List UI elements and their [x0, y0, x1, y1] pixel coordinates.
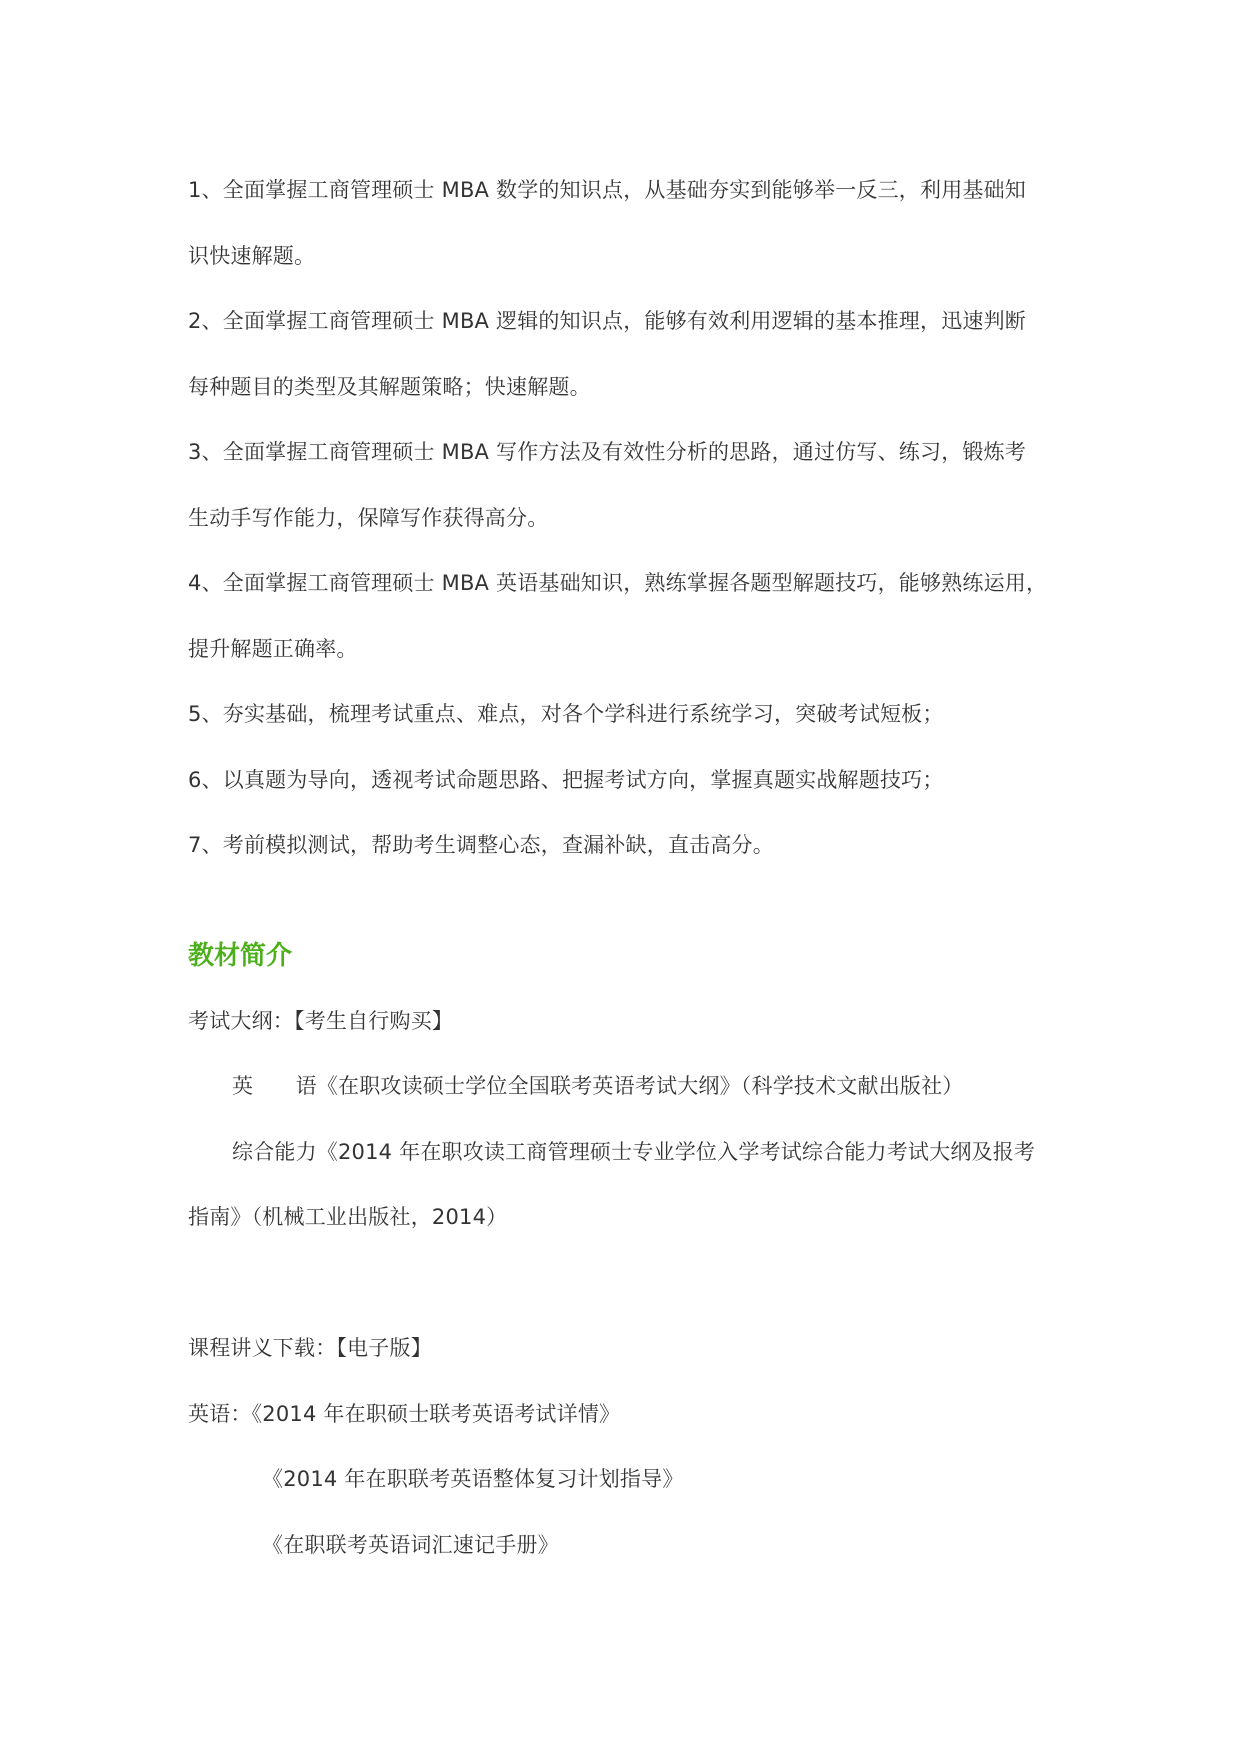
objective-line: 5、夯实基础，梳理考试重点、难点，对各个学科进行系统学习，突破考试短板； [188, 702, 944, 726]
syllabus-english: 英 语《在职攻读硕士学位全国联考英语考试大纲》（科学技术文献出版社） [232, 1074, 964, 1098]
handout-english-first: 英语：《2014 年在职硕士联考英语考试详情》 [188, 1401, 621, 1426]
objective-line: 6、以真题为导向，透视考试命题思路、把握考试方向，掌握真题实战解题技巧； [188, 767, 944, 792]
objective-line: 4、全面掌握工商管理硕士 MBA 英语基础知识，熟练掌握各题型解题技巧，能够熟练运用， [188, 571, 1048, 595]
handouts-section [188, 1316, 1068, 1578]
objective-line: 1、全面掌握工商管理硕士 MBA 数学的知识点，从基础夯实到能够举一反三，利用基础知 [188, 178, 1026, 202]
handouts-title: 课程讲义下载：【电子版】 [188, 1336, 432, 1360]
objective-line: 每种题目的类型及其解题策略；快速解题。 [188, 374, 591, 399]
section-heading: 教材简介 [188, 940, 293, 971]
handout-english-second: 《2014 年在职联考英语整体复习计划指导》 [262, 1467, 684, 1491]
syllabus-comprehensive-line2: 指南》（机械工业出版社，2014） [188, 1205, 508, 1229]
blank-line [188, 1251, 1068, 1317]
syllabus-section [188, 989, 1068, 1251]
objective-line: 2、全面掌握工商管理硕士 MBA 逻辑的知识点，能够有效利用逻辑的基本推理，迅速判断 [188, 309, 1026, 333]
objective-line: 识快速解题。 [188, 243, 316, 268]
objectives-list [188, 158, 1068, 879]
objective-line: 7、考前模拟测试，帮助考生调整心态，查漏补缺，直击高分。 [188, 833, 774, 857]
syllabus-title: 考试大纲：【考生自行购买】 [188, 1008, 454, 1033]
syllabus-comprehensive-line1: 综合能力《2014 年在职攻读工商管理硕士专业学位入学考试综合能力考试大纲及报考 [232, 1139, 1036, 1164]
handout-english-third: 《在职联考英语词汇速记手册》 [262, 1532, 559, 1557]
document-page [188, 158, 1068, 1578]
objective-line: 提升解题正确率。 [188, 636, 358, 661]
objective-line: 3、全面掌握工商管理硕士 MBA 写作方法及有效性分析的思路，通过仿写、练习，锻炼考 [188, 440, 1026, 464]
objective-line: 生动手写作能力，保障写作获得高分。 [188, 505, 549, 530]
